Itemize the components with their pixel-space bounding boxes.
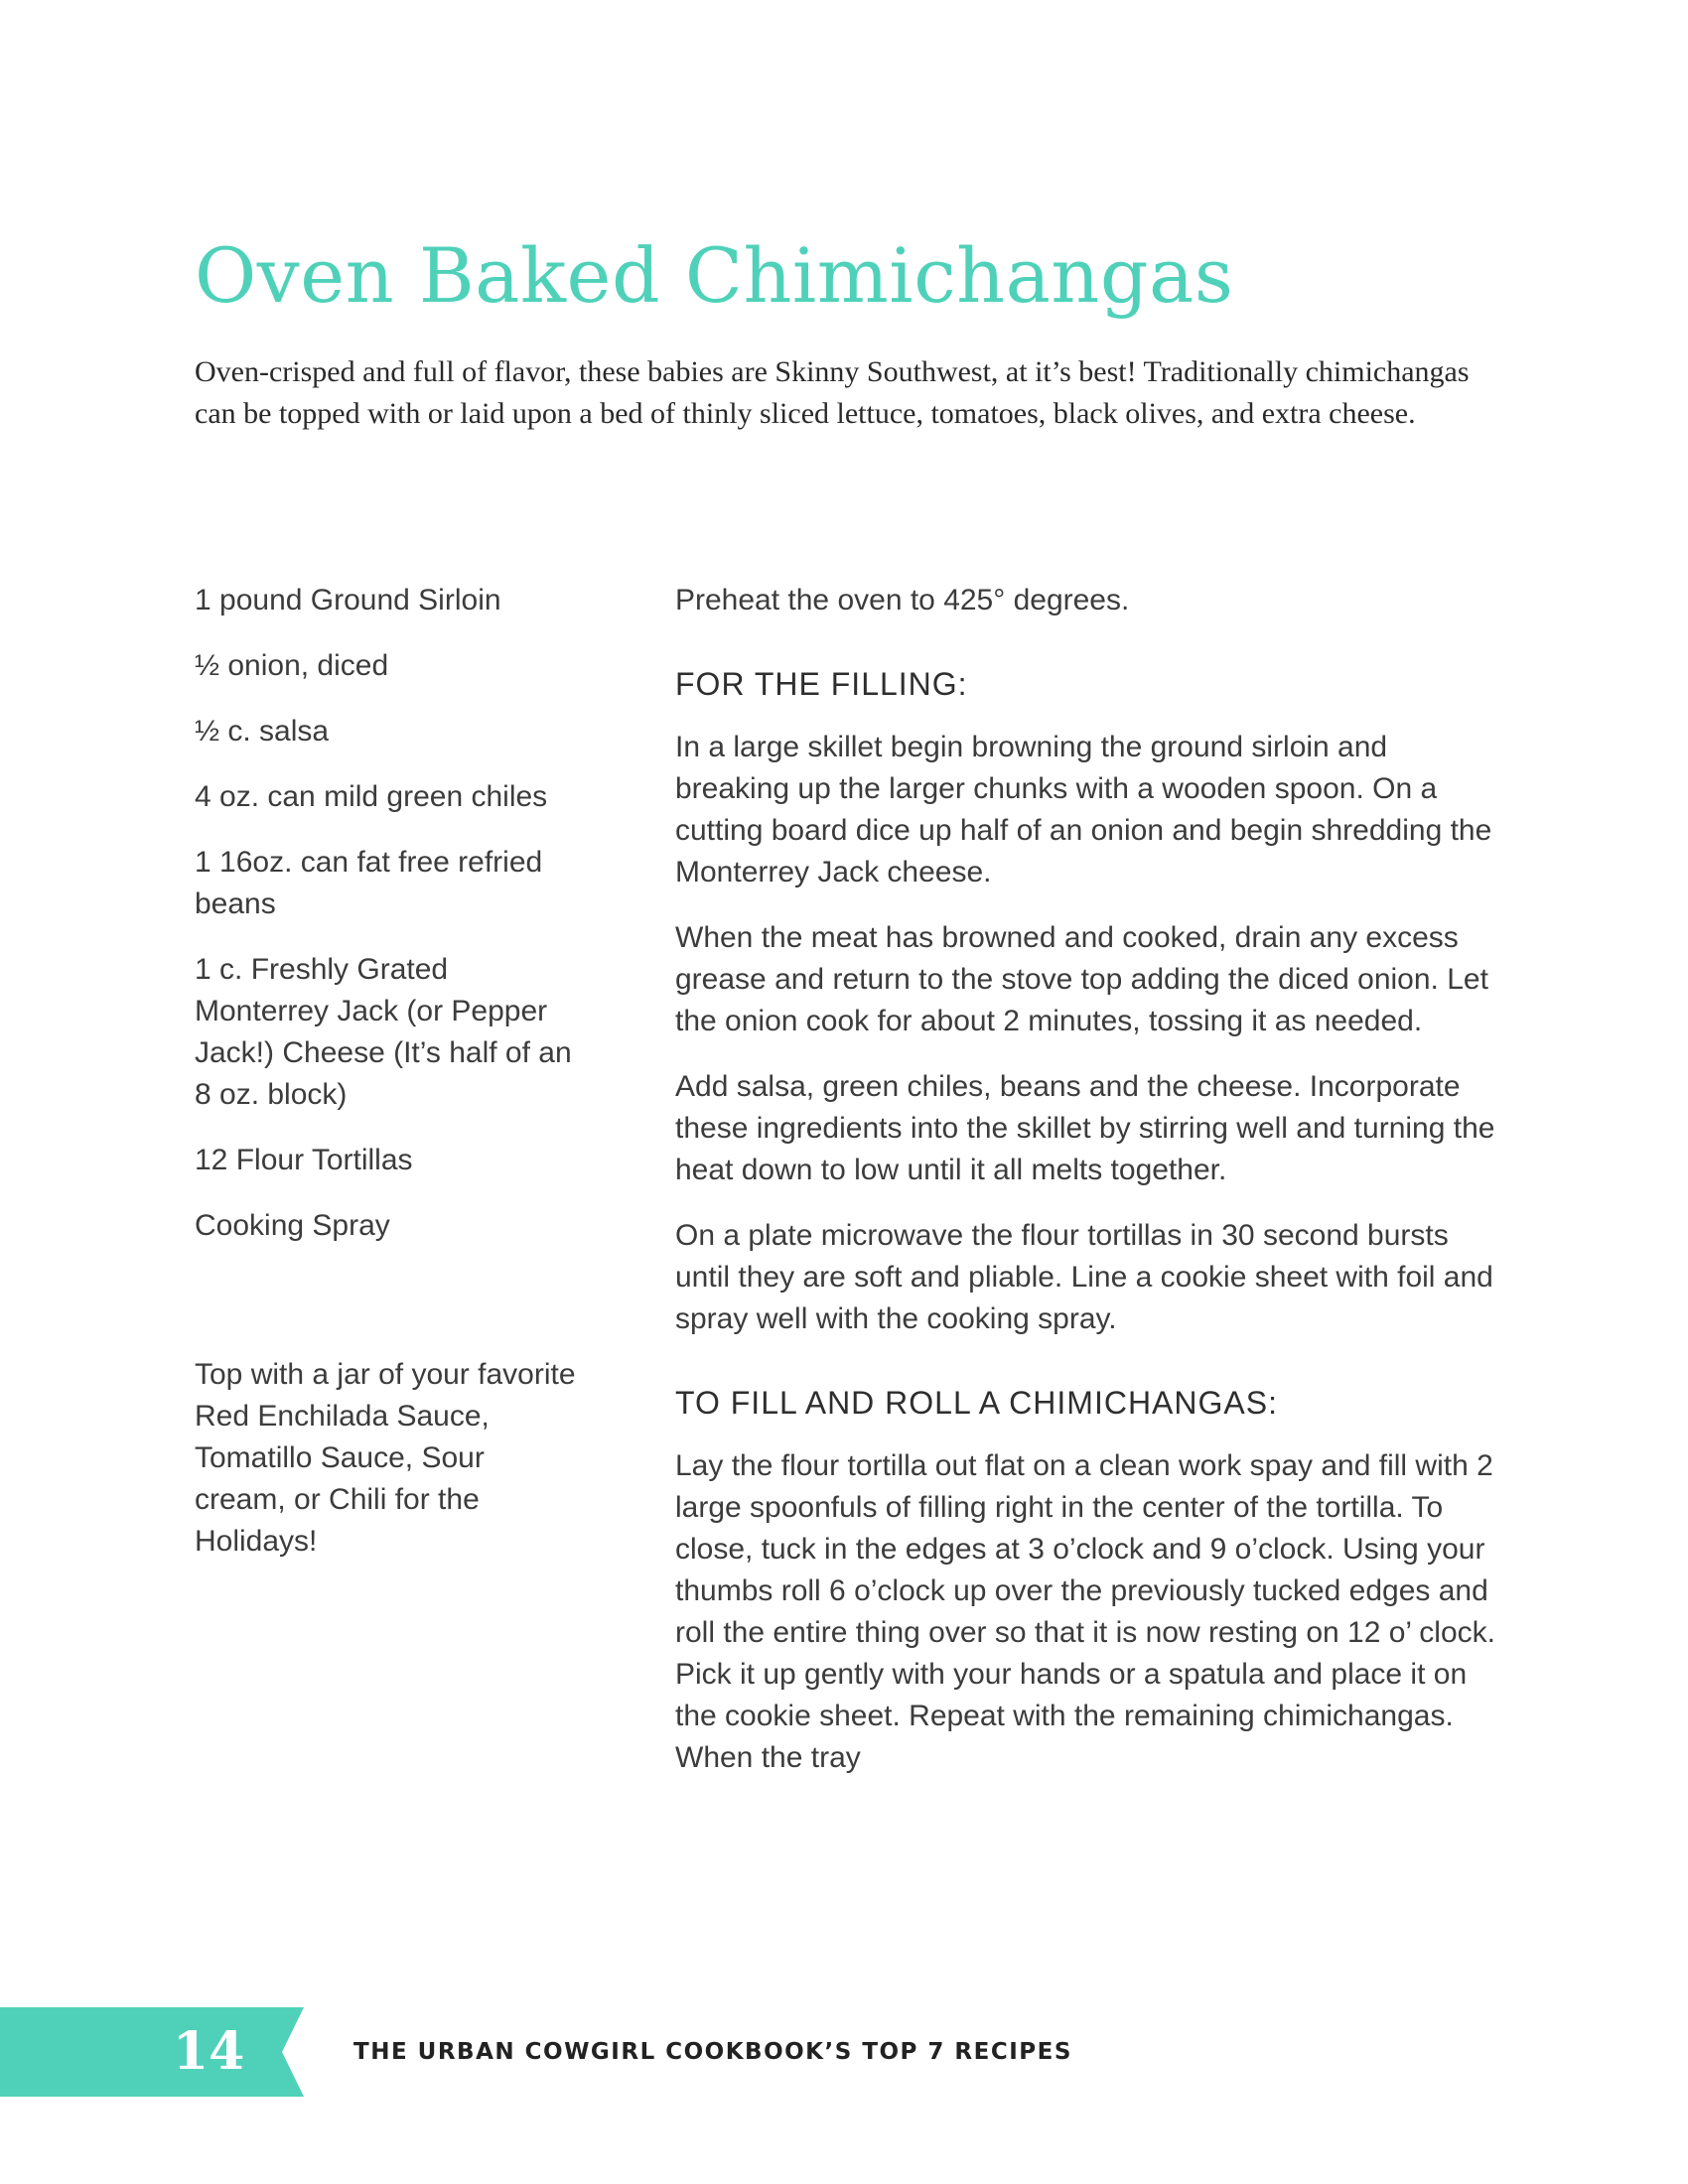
recipe-intro: Oven-crisped and full of flavor, these babies are Skinny Southwest, at it’s best! Traditionally chimichangas can be topped with or laid upon a bed of thinly sliced lettuce, tomatoes, black olives, and extra cheese. bbox=[195, 355, 1470, 430]
ingredient-item: 1 c. Freshly Grated Monterrey Jack (or Pepper Jack!) Cheese (It’s half of an 8 oz. block) bbox=[195, 953, 572, 1111]
ingredient-item: 4 oz. can mild green chiles bbox=[195, 780, 548, 813]
preheat-step: Preheat the oven to 425° degrees. bbox=[675, 584, 1130, 616]
ingredient-item: Cooking Spray bbox=[195, 1209, 390, 1242]
filling-step: Add salsa, green chiles, beans and the cheese. Incorporate these ingredients into the skillet by stirring well and turning the heat down to low until it all melts together. bbox=[675, 1070, 1495, 1186]
page-tab-shape bbox=[0, 2007, 304, 2097]
roll-step: Lay the flour tortilla out flat on a clean work spay and fill with 2 large spoonfuls of filling right in the center of the tortilla. To close, tuck in the edges at 3 o’clock and 9 o’clock. Using your thumbs roll 6 o’clock up over the previously tucked edges and roll the entire thing over so that it is now resting on 12 o’ clock. Pick it up gently with your hands or a spatula and place it on the cookie sheet. Repeat with the remaining chimichangas. When the tray bbox=[675, 1449, 1495, 1774]
book-title-footer: THE URBAN COWGIRL COOKBOOK’S TOP 7 RECIPES bbox=[353, 2039, 1072, 2065]
page-number-tab bbox=[0, 2007, 304, 2097]
page-number: 14 bbox=[173, 2021, 245, 2082]
ingredient-item: 1 16oz. can fat free refried beans bbox=[195, 846, 543, 920]
ingredient-item: ½ onion, diced bbox=[195, 649, 389, 682]
ingredient-item: ½ c. salsa bbox=[195, 715, 330, 748]
recipe-title: Oven Baked Chimichangas bbox=[195, 231, 1234, 320]
ingredients-column bbox=[195, 580, 582, 1563]
topping-note: Top with a jar of your favorite Red Enchilada Sauce, Tomatillo Sauce, Sour cream, or Chili for the Holidays! bbox=[195, 1358, 576, 1558]
directions-column bbox=[675, 580, 1509, 1803]
ingredient-item: 1 pound Ground Sirloin bbox=[195, 584, 501, 616]
filling-step: On a plate microwave the flour tortillas in 30 second bursts until they are soft and pliable. Line a cookie sheet with foil and spray well with the cooking spray. bbox=[675, 1219, 1493, 1335]
roll-heading: TO FILL AND ROLL A CHIMICHANGAS: bbox=[675, 1385, 1278, 1421]
filling-step: When the meat has browned and cooked, drain any excess grease and return to the stove top adding the diced onion. Let the onion cook for about 2 minutes, tossing it as needed. bbox=[675, 921, 1488, 1037]
filling-heading: FOR THE FILLING: bbox=[675, 666, 968, 702]
filling-step: In a large skillet begin browning the ground sirloin and breaking up the larger chunks with a wooden spoon. On a cutting board dice up half of an onion and begin shredding the Monterrey Jack cheese. bbox=[675, 731, 1492, 888]
ingredient-item: 12 Flour Tortillas bbox=[195, 1144, 413, 1176]
